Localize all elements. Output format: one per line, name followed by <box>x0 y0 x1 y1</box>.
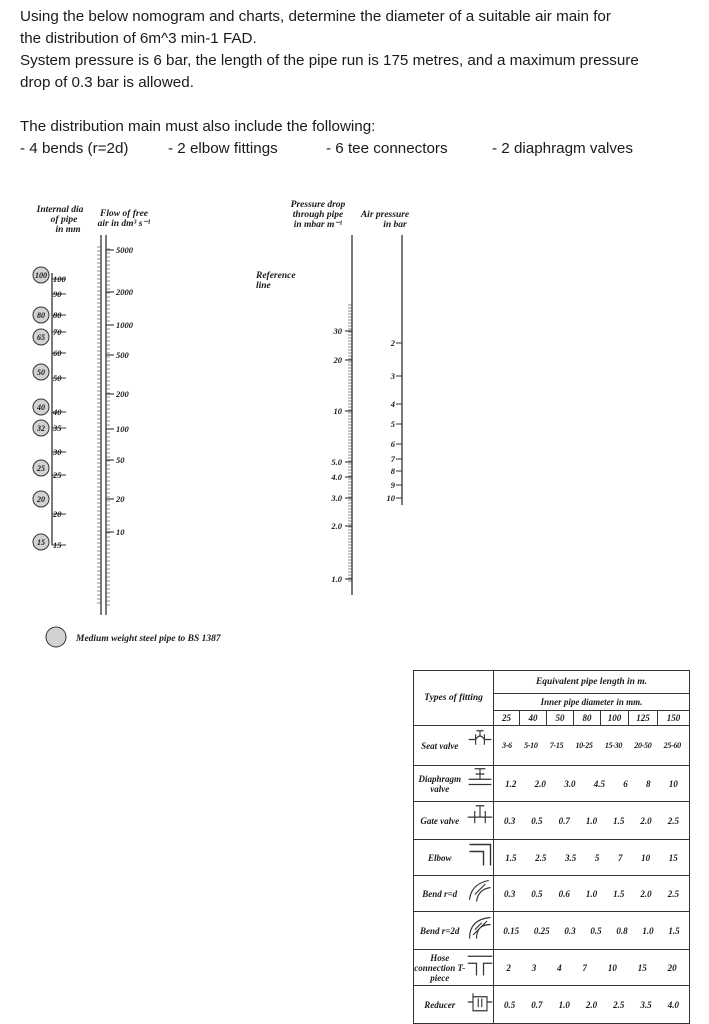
question-line: Using the below nomogram and charts, determine the diameter of a suitable air main for <box>20 8 611 25</box>
fitting-name: Gate valve <box>414 802 466 840</box>
equivalent-length-value: 15-30 <box>604 741 623 750</box>
pressure-drop-header-line: Pressure drop <box>290 200 346 210</box>
equivalent-length-value: 0.5 <box>590 925 602 936</box>
equivalent-length-value: 2.0 <box>585 999 598 1010</box>
question-line: System pressure is 6 bar, the length of the pipe run is 175 metres, and a maximum pressure <box>20 52 639 69</box>
equivalent-length-value: 1.5 <box>668 925 680 936</box>
types-header: Types of fitting <box>414 671 494 726</box>
fitting-values <box>494 876 690 912</box>
pipe-sizing-nomogram <box>24 195 409 655</box>
equivalent-length-value: 0.25 <box>533 925 550 936</box>
requirement-bends: - 4 bends (r=2d) <box>20 140 129 157</box>
equivalent-length-value: 0.8 <box>616 925 628 936</box>
dia-tick-label: 40 <box>53 407 62 417</box>
flow-tick-label: 50 <box>116 455 125 465</box>
pressure-drop-tick-label: 4.0 <box>331 472 342 482</box>
diameter-cell: 25 <box>494 711 520 726</box>
air-pressure-header-line: Air pressure <box>360 210 409 220</box>
equivalent-length-value: 2.0 <box>640 815 652 826</box>
pressure-drop-tick-label: 10 <box>333 406 342 416</box>
seat-valve-icon <box>466 726 494 766</box>
equivalent-length-value: 4 <box>557 962 562 973</box>
flow-tick-label: 10 <box>116 527 125 537</box>
equivalent-length-value: 1.5 <box>613 815 625 826</box>
pressure-drop-tick-label: 20 <box>333 355 342 365</box>
circled-pipe-size-label: 20 <box>37 495 45 504</box>
fitting-row <box>414 986 690 1024</box>
flow-tick-label: 200 <box>116 389 129 399</box>
pressure-drop-tick-label: 2.0 <box>331 521 342 531</box>
equivalent-length-value: 10-25 <box>575 741 593 750</box>
equivalent-length-value: 1.0 <box>558 999 570 1010</box>
equivalent-length-value: 8 <box>646 778 651 789</box>
inner-diameter-header: Inner pipe diameter in mm. <box>494 694 690 711</box>
equivalent-length-header: Equivalent pipe length in m. <box>494 671 690 694</box>
equivalent-length-value: 2.5 <box>667 815 679 826</box>
fitting-name: Hose connection T-piece <box>414 950 466 986</box>
requirement-tees: - 6 tee connectors <box>326 140 448 157</box>
reducer-icon <box>466 986 494 1024</box>
dia-tick-label: 70 <box>53 327 62 337</box>
fitting-name: Reducer <box>414 986 466 1024</box>
fitting-values <box>494 840 690 876</box>
air-pressure-tick-label: 6 <box>390 439 395 449</box>
equivalent-length-value: 10 <box>668 778 678 789</box>
air-pressure-tick-label: 4 <box>390 399 395 409</box>
equivalent-length-value: 4.0 <box>667 999 679 1010</box>
question-line: the distribution of 6m^3 min-1 FAD. <box>20 30 257 47</box>
equivalent-length-value: 7-15 <box>549 741 564 750</box>
equivalent-length-value: 2.5 <box>613 999 625 1010</box>
fitting-values <box>494 986 690 1024</box>
equivalent-length-value: 0.7 <box>558 815 570 826</box>
flow-tick-label: 2000 <box>116 287 133 297</box>
equivalent-length-value: 7 <box>582 962 587 973</box>
circled-pipe-size-label: 15 <box>37 538 45 547</box>
reference-line-label: line <box>256 281 271 291</box>
dia-tick-label: 20 <box>53 509 62 519</box>
pressure-drop-tick-label: 30 <box>333 326 342 336</box>
equivalent-length-value: 0.7 <box>531 999 543 1010</box>
fitting-name: Elbow <box>414 840 466 876</box>
bend-r2d-icon <box>466 912 494 950</box>
equivalent-length-value: 6 <box>623 778 628 789</box>
equivalent-length-value: 1.0 <box>585 888 598 899</box>
diameter-cell: 100 <box>601 711 629 726</box>
equivalent-length-value: 1.5 <box>505 852 517 863</box>
fitting-name: Bend r=d <box>414 876 466 912</box>
elbow-icon <box>466 840 494 876</box>
flow-tick-label: 20 <box>116 494 125 504</box>
equivalent-length-value: 5 <box>594 852 600 863</box>
fitting-name: Diaphragm valve <box>414 766 466 802</box>
dia-tick-label: 80 <box>53 310 62 320</box>
dia-header-line: of pipe <box>50 215 78 225</box>
equivalent-length-value: 10 <box>607 962 617 973</box>
equivalent-length-value: 2.0 <box>534 778 546 789</box>
requirement-valves: - 2 diaphragm valves <box>492 140 633 157</box>
diameter-cell: 80 <box>574 711 601 726</box>
air-pressure-header-line: in bar <box>383 220 407 230</box>
fitting-name: Seat valve <box>414 726 466 766</box>
equivalent-length-value: 7 <box>617 852 623 863</box>
diameter-cell: 50 <box>547 711 574 726</box>
equivalent-length-value: 20-50 <box>634 741 652 750</box>
flow-tick-label: 500 <box>116 350 129 360</box>
air-pressure-tick-label: 10 <box>386 493 395 503</box>
gate-valve-icon <box>466 802 494 840</box>
circled-pipe-size-label: 50 <box>37 368 45 377</box>
nomogram-ticks <box>33 245 402 605</box>
circled-pipe-size-label: 80 <box>37 311 45 320</box>
dia-tick-label: 35 <box>53 423 62 433</box>
equivalent-length-value: 0.15 <box>503 925 520 936</box>
dia-tick-label: 30 <box>53 447 62 457</box>
air-pressure-tick-label: 7 <box>390 454 395 464</box>
equivalent-length-value: 3.5 <box>640 999 652 1010</box>
equivalent-length-value: 3-6 <box>502 741 512 750</box>
fitting-row <box>414 766 690 802</box>
air-pressure-tick-label: 8 <box>390 466 395 476</box>
circled-pipe-size-label: 40 <box>37 403 45 412</box>
equivalent-length-value: 2.0 <box>640 888 652 899</box>
equivalent-length-value: 0.3 <box>504 815 516 826</box>
equivalent-length-value: 15 <box>637 962 647 973</box>
air-pressure-tick-label: 3 <box>390 371 395 381</box>
fitting-row <box>414 802 690 840</box>
flow-header-line: Flow of free <box>99 209 149 219</box>
flow-header-line: air in dm³ s⁻¹ <box>97 219 151 229</box>
dia-tick-label: 100 <box>53 274 66 284</box>
dia-tick-label: 60 <box>53 348 62 358</box>
equivalent-length-value: 0.3 <box>504 888 516 899</box>
fitting-row <box>414 950 690 986</box>
flow-tick-label: 5000 <box>116 245 133 255</box>
equivalent-length-value: 1.5 <box>613 888 625 899</box>
circled-pipe-size-label: 100 <box>35 271 47 280</box>
equivalent-length-value: 2.5 <box>667 888 679 899</box>
air-pressure-tick-label: 9 <box>390 480 395 490</box>
equivalent-length-value: 3.0 <box>564 778 576 789</box>
requirements-list <box>20 138 704 160</box>
diameter-cell: 125 <box>629 711 658 726</box>
equivalent-length-value: 0.5 <box>504 999 516 1010</box>
dia-tick-label: 25 <box>53 470 62 480</box>
reference-line-label: Reference <box>256 271 296 281</box>
equivalent-length-value: 0.5 <box>531 888 543 899</box>
dia-header-line: in mm <box>55 225 81 235</box>
equivalent-length-value: 0.3 <box>564 925 576 936</box>
fittings-equivalent-length-table <box>413 670 690 1024</box>
equivalent-length-value: 2 <box>506 962 511 973</box>
dia-tick-label: 50 <box>53 373 62 383</box>
circled-pipe-size-label: 32 <box>37 424 45 433</box>
bend-rd-icon <box>466 876 494 912</box>
pressure-drop-header-line: through pipe <box>292 210 344 220</box>
pressure-drop-tick-label: 1.0 <box>331 574 342 584</box>
fitting-values <box>494 950 690 986</box>
equivalent-length-value: 1.0 <box>642 925 654 936</box>
fitting-name: Bend r=2d <box>414 912 466 950</box>
equivalent-length-value: 5-10 <box>524 741 538 750</box>
equivalent-length-value: 25-60 <box>663 741 681 750</box>
question-line: The distribution main must also include the following: <box>20 118 376 135</box>
air-pressure-tick-label: 5 <box>390 419 395 429</box>
fitting-values <box>494 912 690 950</box>
pressure-drop-tick-label: 5.0 <box>331 457 342 467</box>
fitting-row <box>414 912 690 950</box>
fitting-row <box>414 726 690 766</box>
question-text <box>20 6 704 160</box>
fitting-row <box>414 876 690 912</box>
equivalent-length-value: 10 <box>641 852 651 863</box>
dia-tick-label: 90 <box>53 289 62 299</box>
equivalent-length-value: 3 <box>531 962 537 973</box>
question-line: drop of 0.3 bar is allowed. <box>20 74 194 91</box>
dia-tick-label: 15 <box>53 540 62 550</box>
requirement-elbows: - 2 elbow fittings <box>168 140 278 157</box>
diaphragm-valve-icon <box>466 766 494 802</box>
legend-marker-icon <box>46 627 66 647</box>
fitting-values <box>494 802 690 840</box>
diameter-cell: 40 <box>520 711 547 726</box>
pressure-drop-header-line: in mbar m⁻¹ <box>293 220 343 230</box>
equivalent-length-value: 1.0 <box>585 815 598 826</box>
flow-tick-label: 1000 <box>116 320 133 330</box>
legend-label: Medium weight steel pipe to BS 1387 <box>76 634 221 644</box>
dia-header-line: Internal dia <box>36 205 84 215</box>
circled-pipe-size-label: 25 <box>37 464 45 473</box>
equivalent-length-value: 2.5 <box>535 852 547 863</box>
equivalent-length-value: 20 <box>667 962 677 973</box>
equivalent-length-value: 15 <box>668 852 678 863</box>
flow-tick-label: 100 <box>116 424 129 434</box>
equivalent-length-value: 0.6 <box>558 888 570 899</box>
pressure-drop-tick-label: 3.0 <box>331 493 342 503</box>
equivalent-length-value: 0.5 <box>531 815 543 826</box>
circled-pipe-size-label: 65 <box>37 333 45 342</box>
equivalent-length-value: 4.5 <box>593 778 605 789</box>
equivalent-length-value: 1.2 <box>505 778 517 789</box>
equivalent-length-value: 3.5 <box>565 852 577 863</box>
fitting-values <box>494 766 690 802</box>
tee-piece-icon <box>466 950 494 986</box>
diameter-cell: 150 <box>658 711 690 726</box>
fitting-row <box>414 840 690 876</box>
fitting-values <box>494 726 690 766</box>
air-pressure-tick-label: 2 <box>390 338 395 348</box>
